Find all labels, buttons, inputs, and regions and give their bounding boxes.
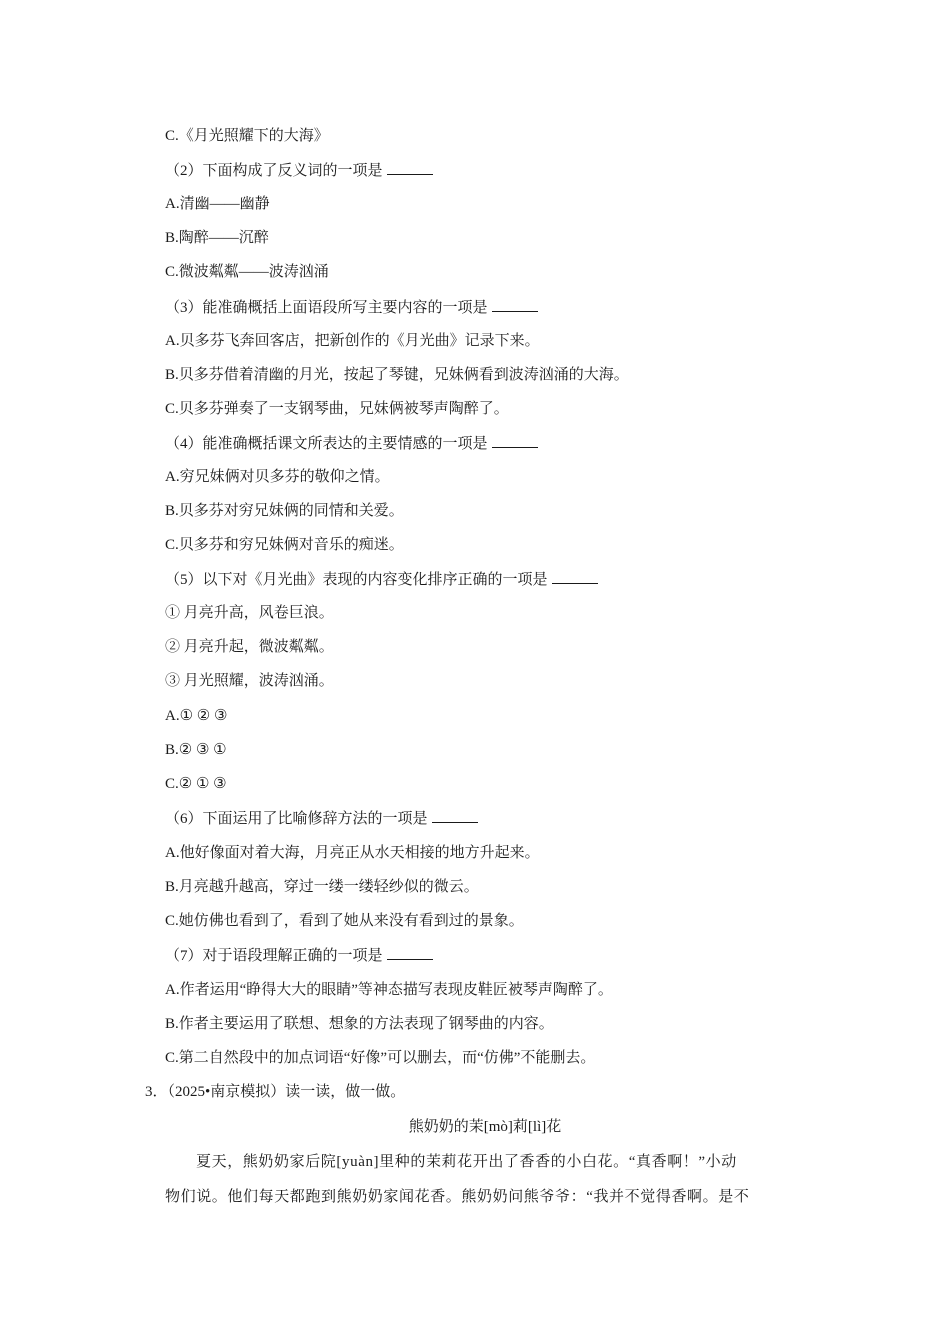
sub-question-2 xyxy=(165,160,433,181)
passage-title: 熊奶奶的茉[mò]莉[lì]花 xyxy=(408,1119,562,1135)
option-1-c: C.《月光照耀下的大海》 xyxy=(165,128,329,144)
option-7-c: C.第二自然段中的加点词语“好像”可以删去，而“仿佛”不能删去。 xyxy=(165,1050,596,1066)
option-3-b: B.贝多芬借着清幽的月光，按起了琴键，兄妹俩看到波涛汹涌的大海。 xyxy=(165,367,629,383)
option-4-a: A.穷兄妹俩对贝多芬的敬仰之情。 xyxy=(165,469,390,485)
option-5-a: A.① ② ③ xyxy=(165,708,228,724)
sub-question-3 xyxy=(165,297,538,318)
passage-paragraph-line-1: 夏天，熊奶奶家后院[yuàn]里种的茉莉花开出了香香的小白花。“真香啊！”小动 xyxy=(196,1154,737,1170)
sub-question-5-prompt: （5）以下对《月光曲》表现的内容变化排序正确的一项是 xyxy=(165,572,548,588)
option-2-c: C.微波粼粼——波涛汹涌 xyxy=(165,264,329,280)
answer-blank xyxy=(552,569,598,584)
sequence-item-1: ① 月亮升高，风卷巨浪。 xyxy=(165,605,334,621)
sequence-item-2: ② 月亮升起，微波粼粼。 xyxy=(165,639,334,655)
sub-question-2-prompt: （2）下面构成了反义词的一项是 xyxy=(165,163,383,179)
question-source-instruction: （2025•南京模拟）读一读，做一做。 xyxy=(167,1084,406,1100)
answer-blank xyxy=(387,945,433,960)
sub-question-5 xyxy=(165,569,598,590)
answer-blank xyxy=(432,808,478,823)
sub-question-7-prompt: （7）对于语段理解正确的一项是 xyxy=(165,948,383,964)
question-3-header xyxy=(145,1082,405,1102)
option-5-c: C.② ① ③ xyxy=(165,776,227,792)
sub-question-6 xyxy=(165,808,478,829)
sub-question-4 xyxy=(165,433,538,454)
option-6-c: C.她仿佛也看到了，看到了她从来没有看到过的景象。 xyxy=(165,913,524,929)
option-3-c: C.贝多芬弹奏了一支钢琴曲，兄妹俩被琴声陶醉了。 xyxy=(165,401,509,417)
sub-question-6-prompt: （6）下面运用了比喻修辞方法的一项是 xyxy=(165,811,428,827)
option-7-b: B.作者主要运用了联想、想象的方法表现了钢琴曲的内容。 xyxy=(165,1016,554,1032)
option-4-c: C.贝多芬和穷兄妹俩对音乐的痴迷。 xyxy=(165,537,404,553)
option-6-a: A.他好像面对着大海，月亮正从水天相接的地方升起来。 xyxy=(165,845,540,861)
option-2-b: B.陶醉——沉醉 xyxy=(165,230,269,246)
answer-blank xyxy=(387,160,433,175)
option-7-a: A.作者运用“睁得大大的眼睛”等神态描写表现皮鞋匠被琴声陶醉了。 xyxy=(165,982,613,998)
option-3-a: A.贝多芬飞奔回客店，把新创作的《月光曲》记录下来。 xyxy=(165,333,540,349)
answer-blank xyxy=(492,297,538,312)
option-2-a: A.清幽——幽静 xyxy=(165,196,270,212)
sub-question-3-prompt: （3）能准确概括上面语段所写主要内容的一项是 xyxy=(165,300,488,316)
option-5-b: B.② ③ ① xyxy=(165,742,227,758)
question-number: 3． xyxy=(145,1084,168,1100)
option-4-b: B.贝多芬对穷兄妹俩的同情和关爱。 xyxy=(165,503,404,519)
answer-blank xyxy=(492,433,538,448)
sub-question-4-prompt: （4）能准确概括课文所表达的主要情感的一项是 xyxy=(165,436,488,452)
passage-paragraph-line-2: 物们说。他们每天都跑到熊奶奶家闻花香。熊奶奶问熊爷爷：“我并不觉得香啊。是不 xyxy=(165,1189,750,1205)
option-6-b: B.月亮越升越高，穿过一缕一缕轻纱似的微云。 xyxy=(165,879,479,895)
sequence-item-3: ③ 月光照耀，波涛汹涌。 xyxy=(165,673,334,689)
sub-question-7 xyxy=(165,945,433,966)
